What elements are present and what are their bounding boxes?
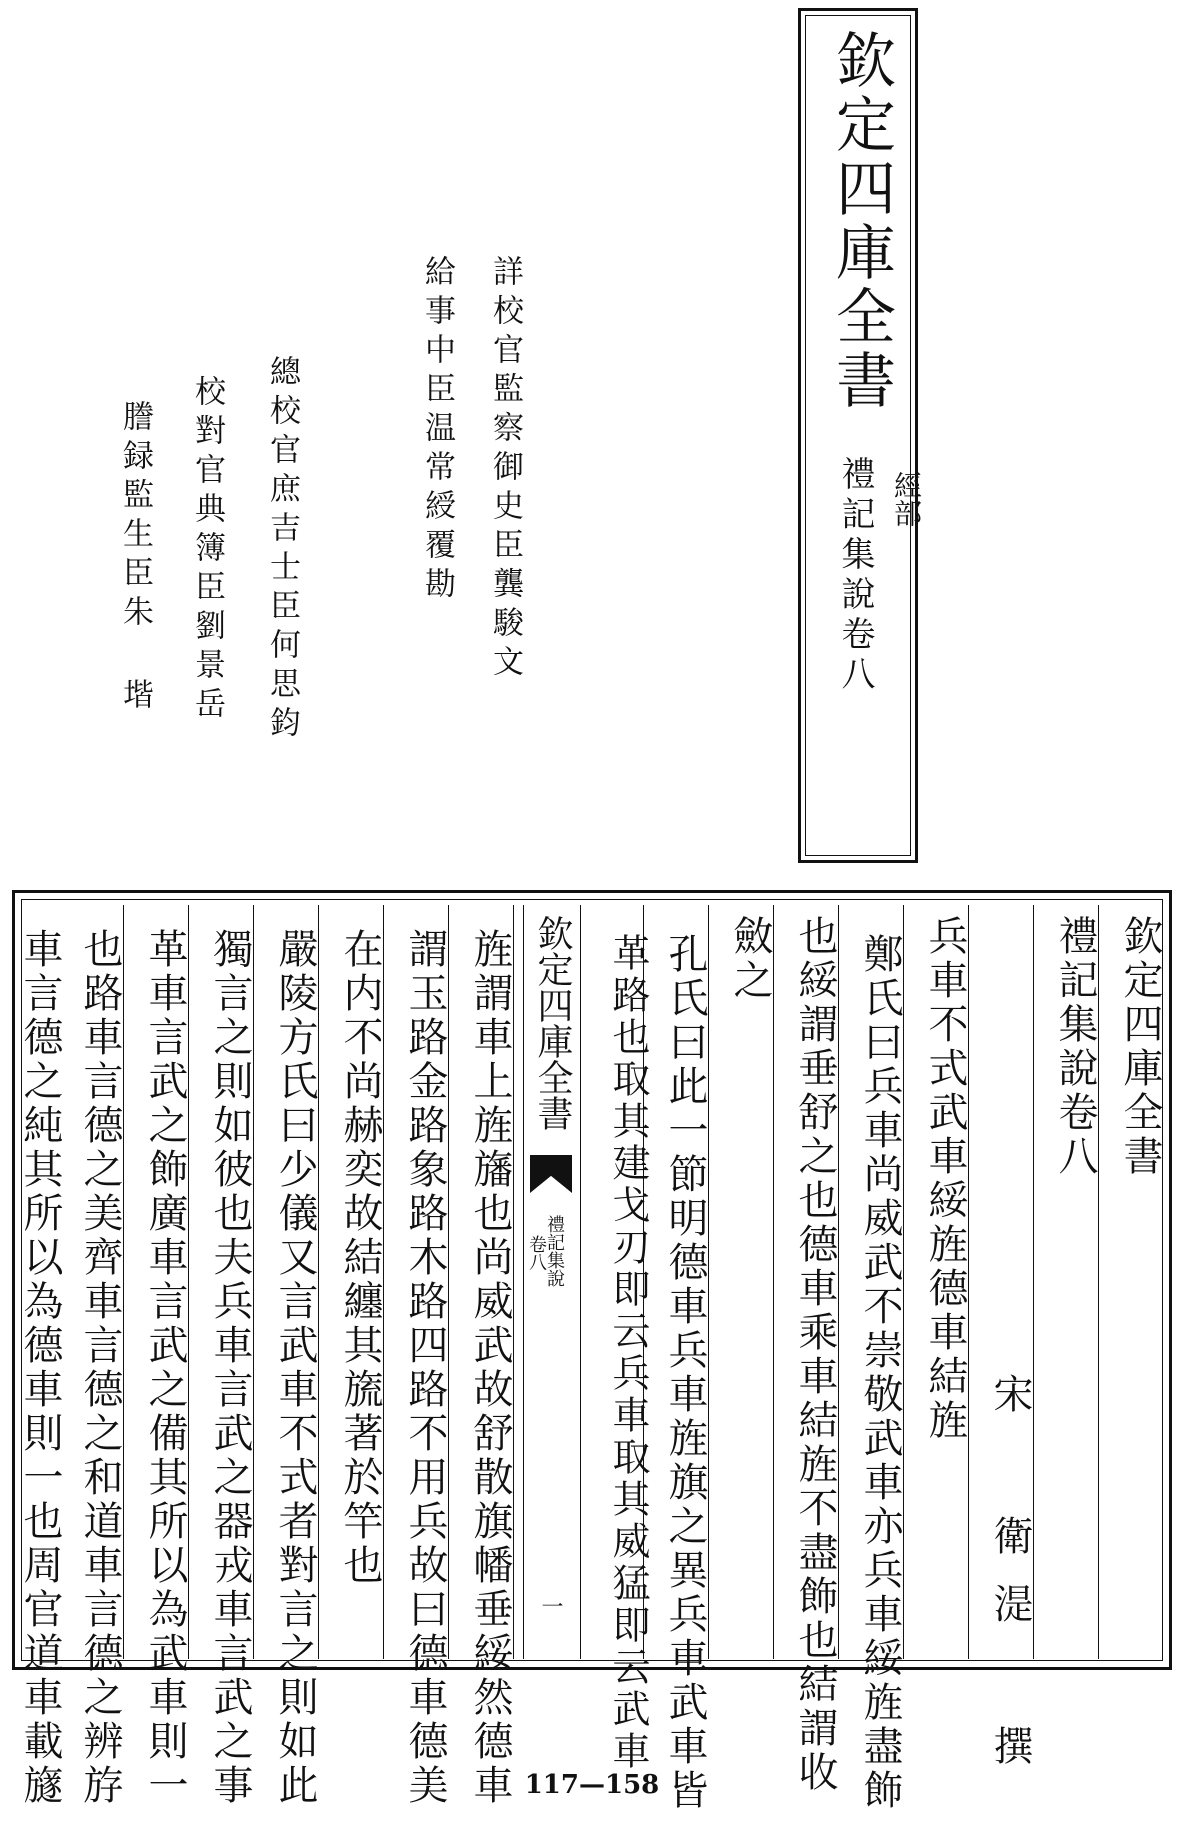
credit-line: 詳校官監察御史臣龔駿文 [487, 255, 523, 684]
text-column: 革車言武之飾廣車言武之備其所以為武車則一 [142, 928, 188, 1808]
strip-title: 欽定四庫全書 [532, 915, 573, 1131]
strip-book: 禮記集說 [544, 1215, 565, 1287]
author-column: 宋 衛湜 撰 [987, 1373, 1033, 1793]
center-strip [523, 905, 581, 1659]
main-title: 欽定四庫全書 [826, 29, 896, 413]
credit-line: 校對官典簿臣劉景岳 [189, 375, 225, 726]
text-column: 嚴陵方氏曰少儀又言武車不式者對言之則如此 [272, 928, 318, 1808]
text-column: 欽定四庫全書 [1117, 915, 1163, 1179]
strip-leaf: 一 [538, 1595, 563, 1617]
text-column: 鄭氏曰兵車尚威武不崇敬武車亦兵車綏旌盡飾 [857, 933, 903, 1813]
page-number: 117—158 [524, 1770, 660, 1800]
credit-line: 總校官庶吉士臣何思鈞 [264, 355, 300, 745]
text-column: 謂玉路金路象路木路四路不用兵故曰德車德美 [402, 928, 448, 1808]
text-column: 獨言之則如彼也夫兵車言武之器戎車言武之事 [207, 928, 253, 1808]
title-slip [798, 8, 923, 863]
text-column: 禮記集說卷八 [1052, 915, 1098, 1179]
text-column: 旌謂車上旌旛也尚威武故舒散旗幡垂綏然德車 [467, 928, 513, 1808]
text-column: 孔氏曰此一節明德車兵車旌旗之異兵車武車皆 [662, 933, 708, 1813]
text-column: 兵車不式武車綏旌德車結旌 [922, 915, 968, 1443]
credit-line: 謄録監生臣朱 堦 [117, 400, 153, 717]
text-column: 革路也取其建戈刃即云兵車取其威猛即云武車 [606, 933, 650, 1773]
text-column: 斂之 [727, 915, 773, 1003]
text-column: 也路車言德之美齊車言德之和道車言德之辨斿 [77, 928, 123, 1808]
fish-tail-mark [530, 1155, 572, 1193]
strip-volume: 卷八 [526, 1235, 547, 1271]
credit-line: 給事中臣温常綬覆勘 [419, 255, 455, 606]
text-column: 也綏謂垂舒之也德車乘車結旌不盡飾也結謂收 [792, 915, 838, 1795]
text-column: 車言德之純其所以為德車則一也周官道車載旞 [17, 928, 63, 1808]
text-column: 在内不尚赫奕故結纏其旒著於竿也 [337, 928, 383, 1588]
section-label: 經部 [890, 471, 923, 527]
volume-label: 禮記集說卷八 [835, 456, 875, 696]
